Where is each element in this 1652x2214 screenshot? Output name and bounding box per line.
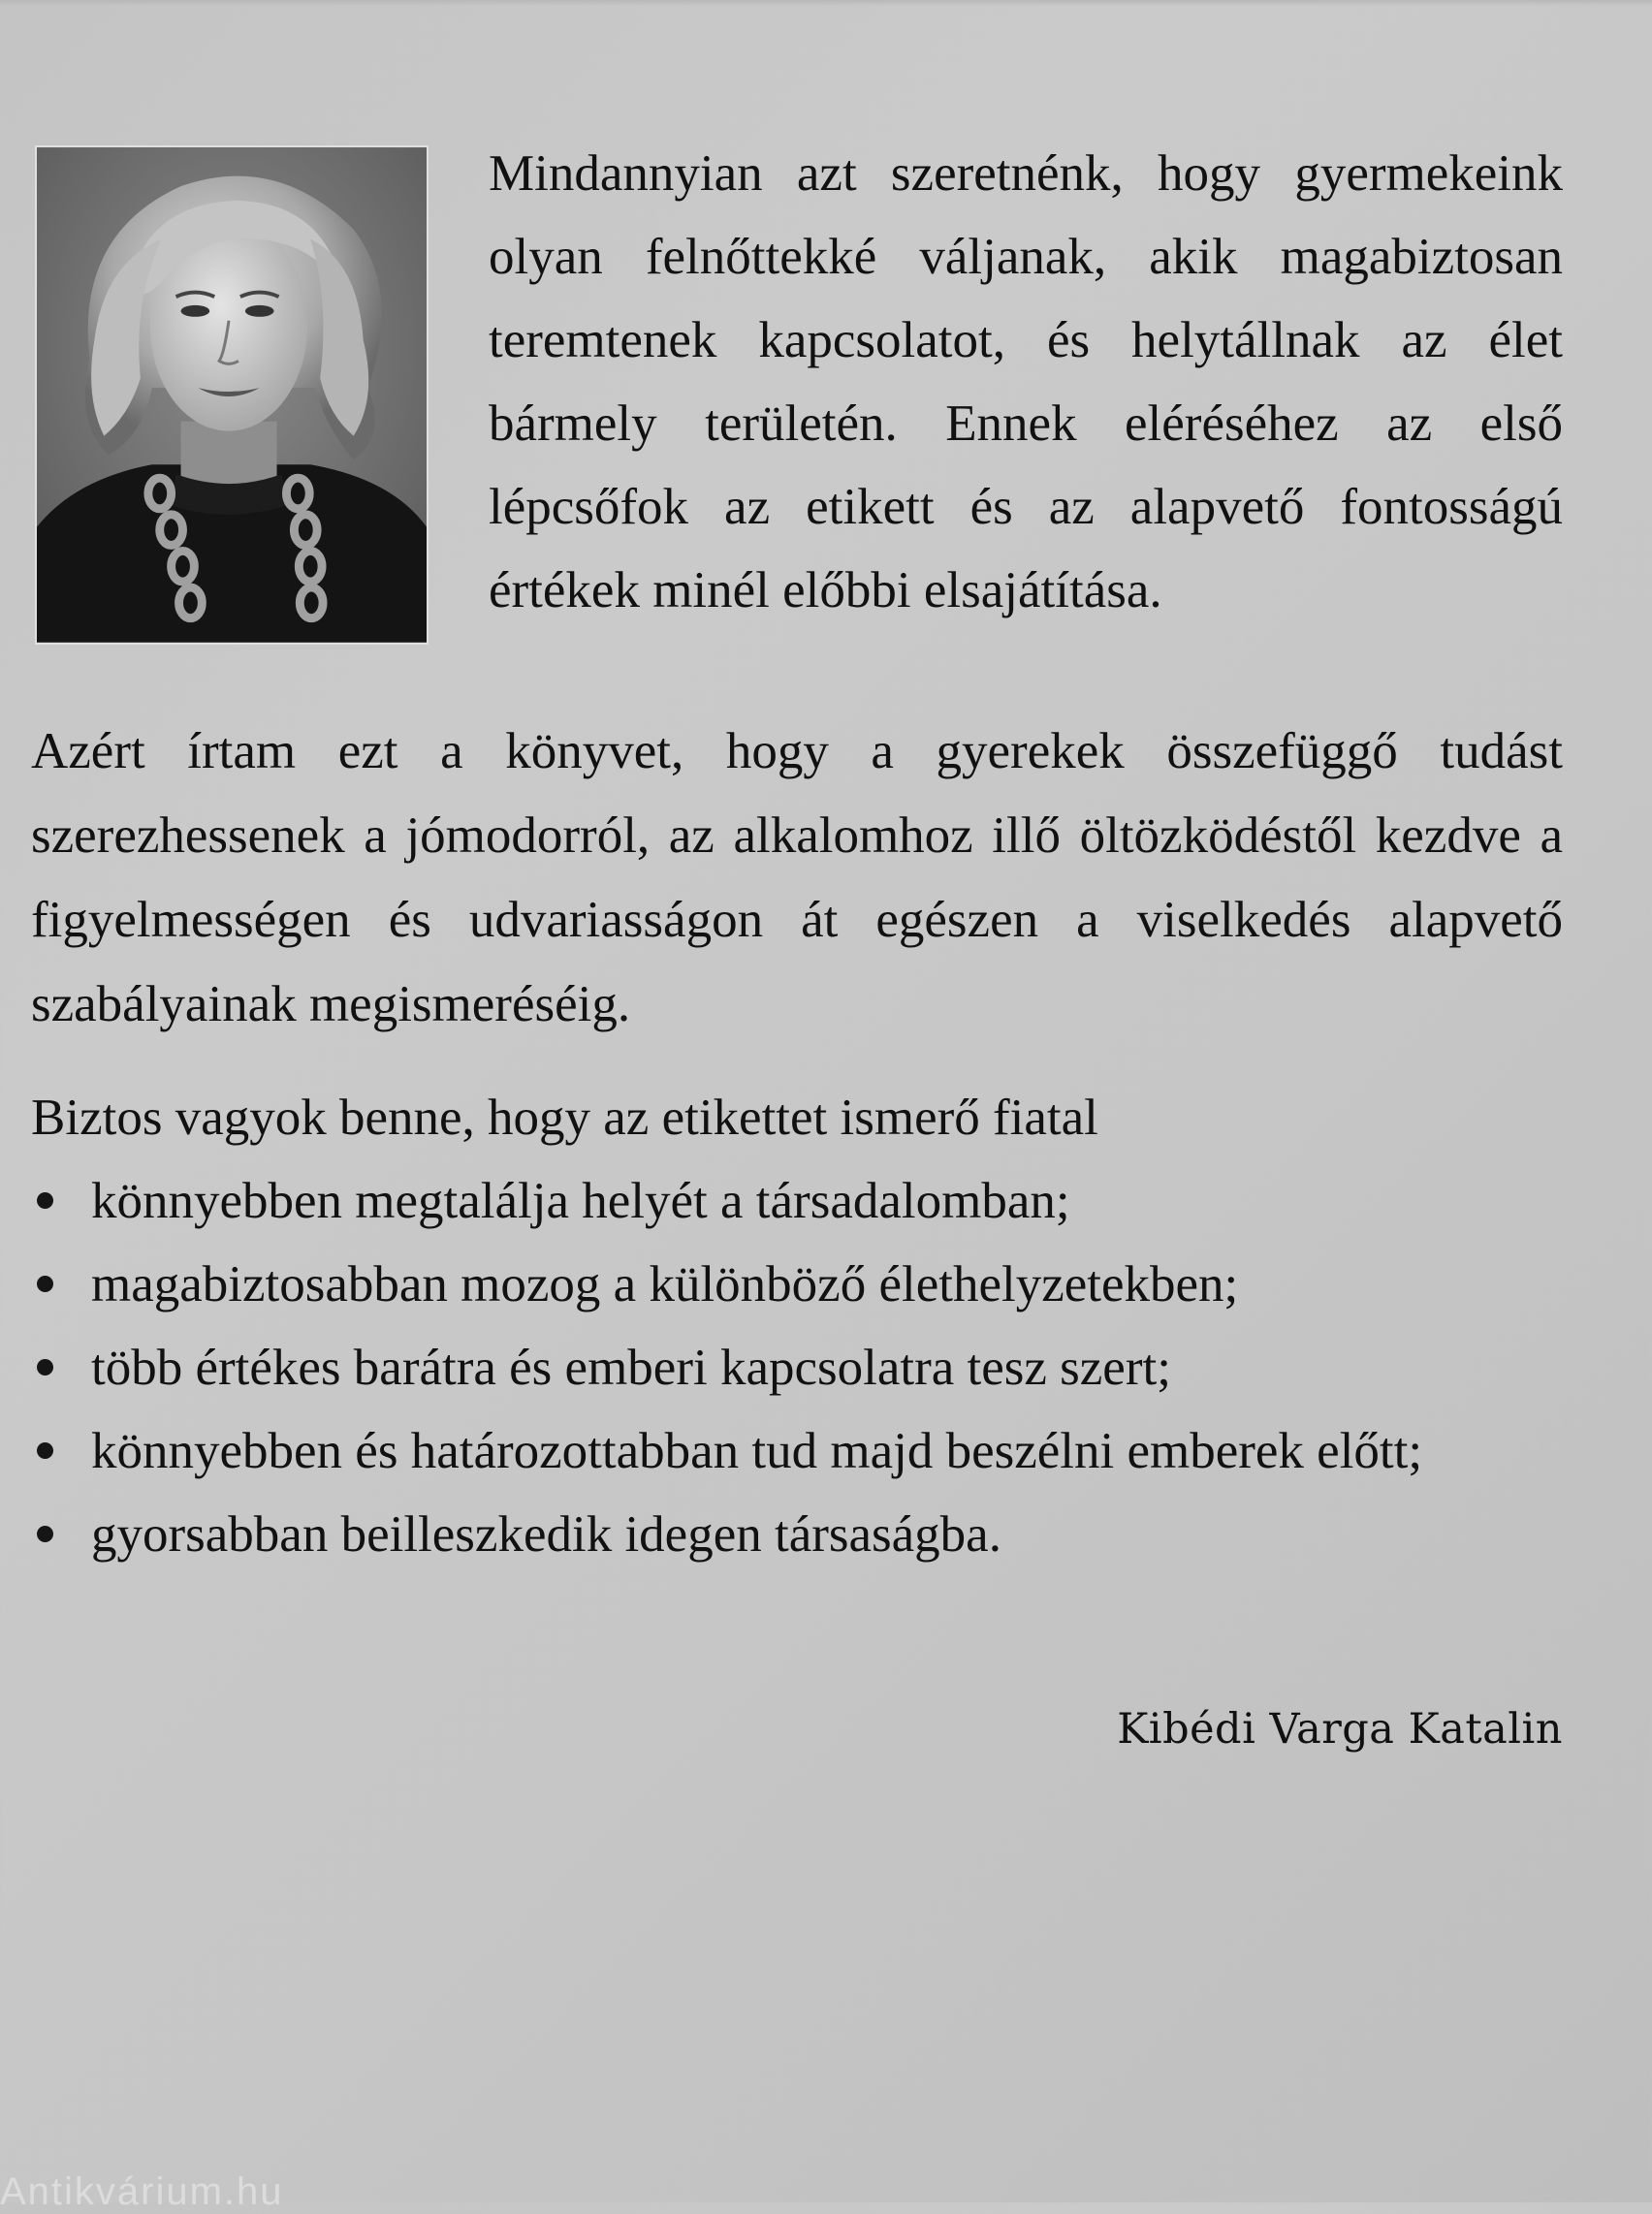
watermark: Antikvárium.hu xyxy=(0,2170,284,2213)
second-paragraph: Azért írtam ezt a könyvet, hogy a gyerekek összefüggő tudást szerezhessenek a jómodorról, az alkalomhoz illő öltözködéstől kezdve a figyelmességen és udvariasságon át egészen a viselkedés alapvető szabályainak megismeréséig. xyxy=(31,723,1563,1032)
intro-paragraph: Mindannyian azt szeretnénk, hogy gyermekeink olyan felnőttekké váljanak, akik magabiztosan teremtenek kapcsolatot, és helytállnak az élet bármely területén. Ennek eléréséhez az első lépcsőfok az etikett és az alapvető fontosságú értékek minél előbbi elsajátítása. xyxy=(489,145,1563,618)
list-item xyxy=(31,1243,1563,1326)
bullet-list-intro: Biztos vagyok benne, hogy az etikettet ismerő fiatal xyxy=(31,1090,1098,1146)
list-item-text: könnyebben megtalálja helyét a társadalomban; xyxy=(91,1173,1070,1229)
author-photo xyxy=(35,145,429,645)
bullet-icon xyxy=(37,1192,53,1209)
list-item xyxy=(31,1493,1563,1576)
bullet-icon xyxy=(37,1276,53,1292)
list-item-text: könnyebben és határozottabban tud majd beszélni emberek előtt; xyxy=(91,1423,1423,1479)
benefits-list xyxy=(31,1159,1563,1576)
list-item xyxy=(31,1326,1563,1409)
bullet-icon xyxy=(37,1359,53,1376)
bullet-icon xyxy=(37,1442,53,1459)
list-item-text: több értékes barátra és emberi kapcsolatra tesz szert; xyxy=(91,1340,1171,1396)
page-top-edge xyxy=(0,0,1652,6)
author-portrait-image xyxy=(37,147,427,643)
list-item-text: gyorsabban beilleszkedik idegen társaságba. xyxy=(91,1506,1001,1563)
bullet-icon xyxy=(37,1526,53,1542)
list-item xyxy=(31,1409,1563,1493)
list-item-text: magabiztosabban mozog a különböző élethelyzetekben; xyxy=(91,1256,1239,1313)
list-item xyxy=(31,1159,1563,1243)
author-signature: Kibédi Varga Katalin xyxy=(1117,1705,1563,1754)
